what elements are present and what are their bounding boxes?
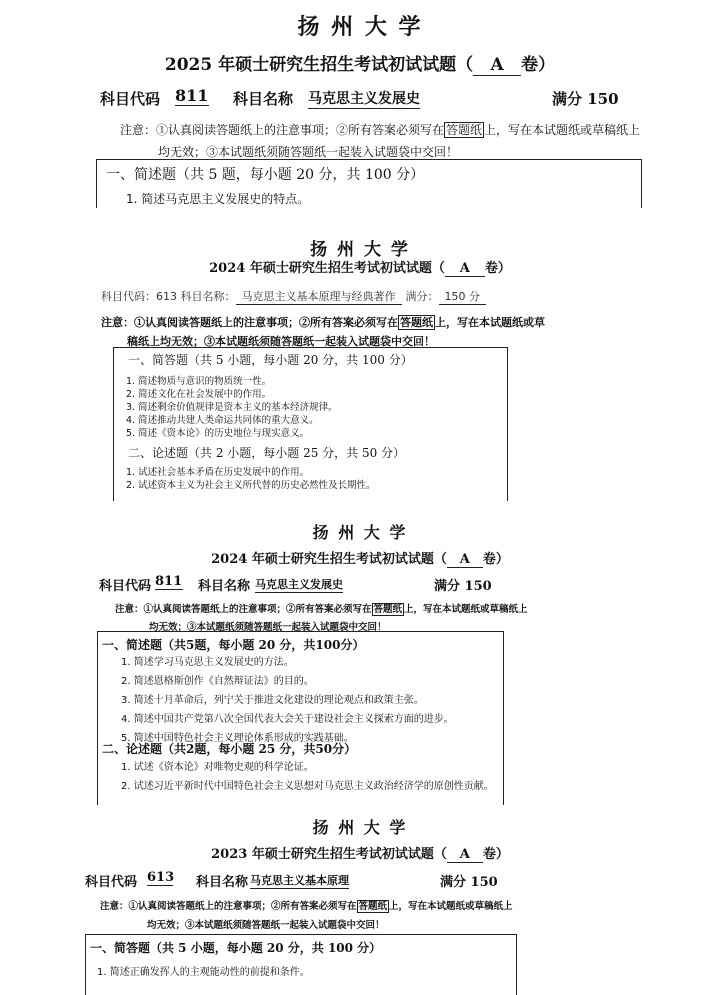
section-title: 一、简答题（共 5 小题，每小题 20 分，共 100 分） — [90, 941, 382, 955]
question-list — [126, 375, 338, 440]
subject-code-label: 科目代码 — [85, 875, 138, 890]
university-name: 扬 州 大 学 — [310, 240, 410, 260]
essay-item: 2. 试述习近平新时代中国特色社会主义思想对马克思主义政治经济学的原创性贡献。 — [121, 781, 494, 792]
full-marks: 满分 150 — [552, 90, 619, 108]
notice-line-2: 稿纸上均无效；③本试题纸须随答题纸一起装入试题袋中交回！ — [127, 335, 435, 348]
question-item: 2. 简述文化在社会发展中的作用。 — [126, 389, 272, 400]
section-title: 一、简述题（共5题，每小题 20 分，共100分） — [102, 638, 365, 652]
question-item: 2. 简述恩格斯创作《自然辩证法》的目的。 — [121, 676, 314, 687]
notice-text: 注意：①认真阅读答题纸上的注意事项；②所有答案必须写在 — [100, 901, 357, 912]
subject-name: 马克思主义基本原理与经典著作 — [236, 288, 402, 305]
question-item: 3. 简述剩余价值规律是资本主义的基本经济规律。 — [126, 402, 338, 413]
notice-text: 上，写在本试题纸或草稿纸上 — [404, 604, 528, 615]
paper-letter: A — [447, 847, 483, 863]
subject-name: 马克思主义发展史 — [255, 578, 343, 591]
essay-item: 1. 试述《资本论》对唯物史观的科学论证。 — [121, 762, 314, 773]
notice-text: 上，写在本试题纸或草稿纸上 — [389, 901, 513, 912]
notice-line-2: 均无效；③本试题纸须随答题纸一起装入试题袋中交回！ — [158, 145, 459, 159]
full-marks-label: 满分： — [405, 290, 439, 303]
section-title: 二、论述题（共2题，每小题 25 分，共50分） — [102, 742, 357, 756]
question-item: 1. 简述马克思主义发展史的特点。 — [126, 192, 310, 206]
subject-code-label: 科目代码 — [99, 579, 152, 594]
notice-line-1 — [101, 314, 545, 330]
answer-sheet-box: 答题纸 — [400, 316, 433, 329]
exam-title — [0, 50, 720, 76]
question-item: 1. 简述学习马克思主义发展史的方法。 — [121, 657, 294, 668]
subject-name-label: 科目名称 — [233, 90, 294, 108]
essay-item: 1. 试述社会基本矛盾在历史发展中的作用。 — [126, 467, 310, 478]
title-text: 2024 年硕士研究生招生考试初试试题（ — [209, 261, 445, 276]
subject-name: 马克思主义基本原理 — [250, 874, 349, 887]
question-item: 5. 简述中国特色社会主义理论体系形成的实践基础。 — [121, 733, 354, 744]
title-text: 2023 年硕士研究生招生考试初试试题（ — [211, 847, 447, 862]
subject-code: 811 — [155, 574, 183, 589]
notice-line-1 — [115, 601, 528, 615]
question-list — [121, 653, 454, 748]
subject-code: 811 — [175, 86, 209, 105]
question-item: 3. 简述十月革命后，列宁关于推进文化建设的理论观点和政策主张。 — [121, 695, 424, 706]
question-item: 1. 简述物质与意识的物质统一性。 — [126, 376, 272, 387]
notice-line-2: 均无效；③本试题纸须随答题纸一起装入试题袋中交回！ — [149, 622, 387, 633]
question-item: 4. 简述中国共产党第八次全国代表大会关于建设社会主义探索方面的进步。 — [121, 714, 454, 725]
question-item: 1. 简述正确发挥人的主观能动性的前提和条件。 — [97, 967, 310, 978]
subject-code-label: 科目代码 — [100, 90, 161, 108]
subject-name-label: 科目名称 — [196, 875, 249, 890]
title-text: 2025 年硕士研究生招生考试初试试题（ — [164, 55, 474, 75]
section-title: 二、论述题（共 2 小题，每小题 25 分，共 50 分） — [128, 446, 406, 460]
exam-title — [0, 257, 720, 277]
essay-list — [121, 758, 494, 796]
essay-item: 2. 试述资本主义为社会主义所代替的历史必然性及长期性。 — [126, 480, 376, 491]
notice-text: 注意：①认真阅读答题纸上的注意事项；②所有答案必须写在 — [115, 604, 372, 615]
notice-text: 注意：①认真阅读答题纸上的注意事项；②所有答案必须写在 — [120, 123, 445, 137]
question-item: 5. 简述《资本论》的历史地位与现实意义。 — [126, 428, 310, 439]
full-marks: 满分 150 — [440, 875, 498, 890]
title-end: 卷） — [521, 55, 556, 75]
subject-code: 613 — [147, 870, 175, 885]
notice-text: 上，写在本试题纸或草 — [435, 316, 545, 329]
title-end: 卷） — [482, 552, 509, 567]
section-title: 一、简答题（共 5 小题，每小题 20 分，共 100 分） — [128, 353, 413, 367]
notice-line-2: 均无效；③本试题纸须随答题纸一起装入试题袋中交回！ — [147, 920, 385, 931]
subject-name: 马克思主义发展史 — [308, 88, 420, 109]
notice-text: 注意：①认真阅读答题纸上的注意事项；②所有答案必须写在 — [101, 316, 398, 329]
question-item: 4. 简述推动共建人类命运共同体的重大意义。 — [126, 415, 319, 426]
notice-line-1 — [100, 898, 513, 912]
notice-text: 上，写在本试题纸或草稿纸上 — [484, 123, 641, 137]
paper-letter: A — [445, 261, 485, 277]
university-name: 扬 州 大 学 — [297, 14, 423, 40]
answer-sheet-box: 答题纸 — [373, 604, 403, 615]
answer-sheet-box: 答题纸 — [358, 901, 388, 912]
full-marks: 满分 150 — [434, 579, 492, 594]
full-marks: 150 分 — [439, 288, 487, 305]
section-title: 一、简述题（共 5 题，每小题 20 分，共 100 分） — [106, 167, 425, 183]
paper-letter: A — [447, 552, 483, 568]
title-text: 2024 年硕士研究生招生考试初试试题（ — [211, 552, 447, 567]
title-end: 卷） — [482, 847, 509, 862]
university-name: 扬 州 大 学 — [312, 523, 408, 542]
exam-title — [0, 548, 720, 568]
exam-title — [0, 843, 720, 863]
subject-code-text: 科目代码：613 科目名称： — [101, 290, 236, 303]
subject-line — [101, 288, 486, 305]
paper-letter: A — [473, 55, 521, 76]
university-name: 扬 州 大 学 — [312, 818, 408, 837]
title-end: 卷） — [484, 261, 511, 276]
subject-name-label: 科目名称 — [198, 579, 251, 594]
essay-list — [126, 466, 376, 492]
notice-line-1 — [120, 121, 640, 138]
answer-sheet-box: 答题纸 — [446, 123, 483, 137]
